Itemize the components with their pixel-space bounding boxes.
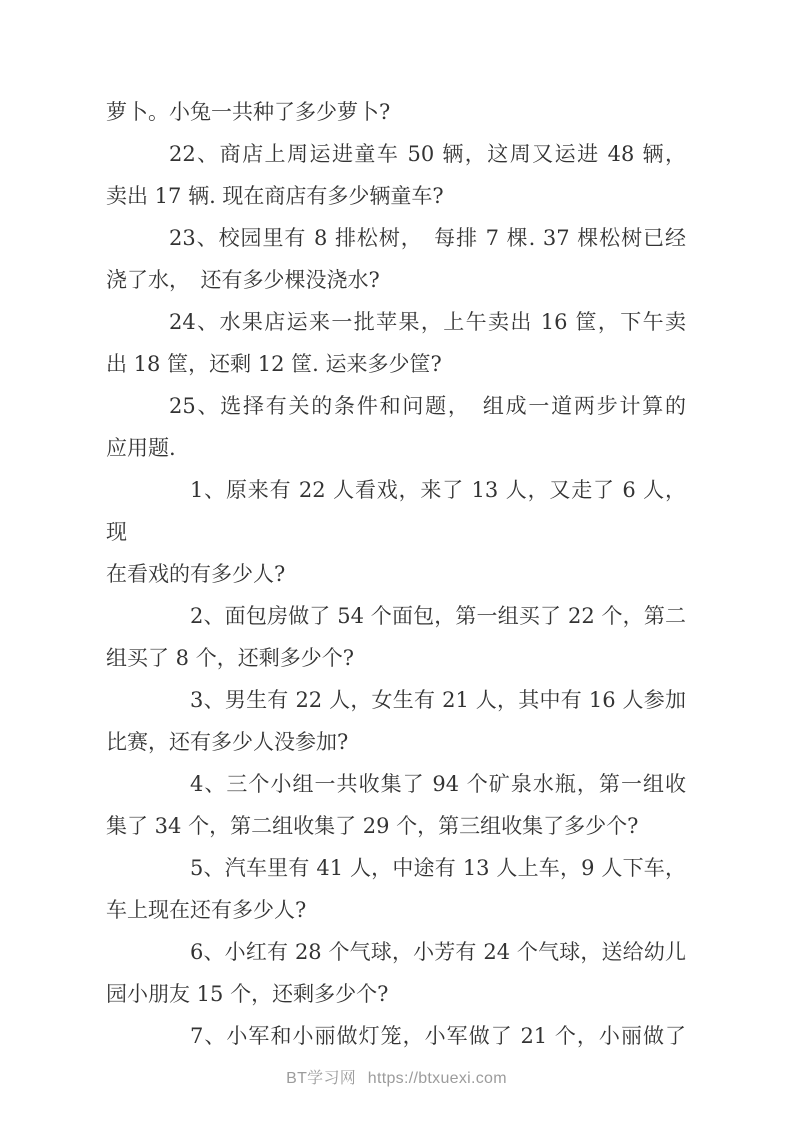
text-line: 卖出 17 辆. 现在商店有多少辆童车? bbox=[106, 184, 444, 208]
text-line: 在看戏的有多少人? bbox=[106, 562, 286, 586]
text-line: 集了 34 个，第二组收集了 29 个，第三组收集了多少个? bbox=[106, 814, 639, 838]
footer-url: https://btxuexi.com bbox=[367, 1070, 507, 1087]
text-line: 比赛，还有多少人没参加? bbox=[106, 730, 349, 754]
text-line: 组买了 8 个，还剩多少个? bbox=[106, 646, 354, 670]
text-line: 24、水果店运来一批苹果，上午卖出 16 筐，下午卖 bbox=[169, 310, 686, 334]
text-line: 7、小军和小丽做灯笼，小军做了 21 个，小丽做了 bbox=[190, 1024, 686, 1048]
text-line: 3、男生有 22 人，女生有 21 人，其中有 16 人参加 bbox=[190, 688, 686, 712]
text-line: 6、小红有 28 个气球，小芳有 24 个气球，送给幼儿 bbox=[190, 940, 686, 964]
text-line: 22、商店上周运进童车 50 辆，这周又运进 48 辆， bbox=[169, 142, 686, 166]
text-line: 浇了水， 还有多少棵没浇水? bbox=[106, 268, 380, 292]
text-line: 出 18 筐，还剩 12 筐. 运来多少筐? bbox=[106, 352, 442, 376]
text-line: 4、三个小组一共收集了 94 个矿泉水瓶，第一组收 bbox=[190, 772, 686, 796]
text-line: 应用题. bbox=[106, 436, 176, 460]
footer-site-name: BT学习网 bbox=[286, 1070, 357, 1087]
document-body bbox=[106, 91, 686, 1057]
text-line: 5、汽车里有 41 人，中途有 13 人上车，9 人下车， bbox=[190, 856, 686, 880]
text-line: 1、原来有 22 人看戏，来了 13 人，又走了 6 人，现 bbox=[106, 478, 686, 544]
page-footer bbox=[0, 1069, 793, 1089]
text-line: 2、面包房做了 54 个面包，第一组买了 22 个，第二 bbox=[190, 604, 686, 628]
text-line: 萝卜。小兔一共种了多少萝卜? bbox=[106, 100, 391, 124]
text-line: 23、校园里有 8 排松树， 每排 7 棵. 37 棵松树已经 bbox=[169, 226, 686, 250]
text-line: 车上现在还有多少人? bbox=[106, 898, 307, 922]
text-line: 25、选择有关的条件和问题， 组成一道两步计算的 bbox=[169, 394, 686, 418]
text-line: 园小朋友 15 个，还剩多少个? bbox=[106, 982, 389, 1006]
